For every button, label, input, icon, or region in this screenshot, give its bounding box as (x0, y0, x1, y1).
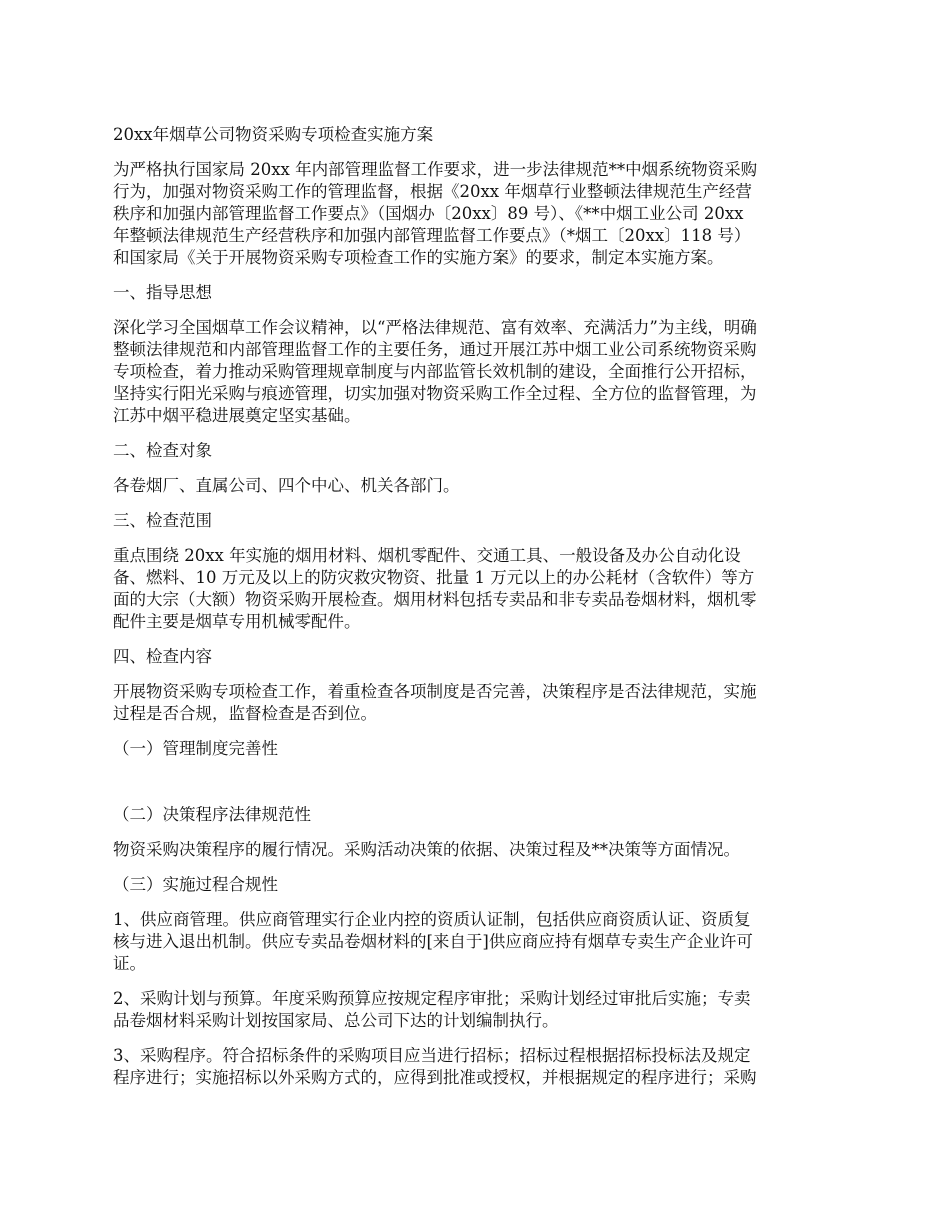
inspection-targets-paragraph (113, 475, 841, 497)
paragraph-line: 和国家局《关于开展物资采购专项检查工作的实施方案》的要求，制定本实施方案。 (113, 248, 724, 267)
paragraph-line: 3、采购程序。符合招标条件的采购项目应当进行招标；招标过程根据招标投标法及规定 (113, 1046, 751, 1065)
paragraph-line: 面的大宗（大额）物资采购开展检查。烟用材料包括专卖品和非专卖品卷烟材料，烟机零 (113, 590, 757, 609)
subsection-heading-decision-procedure: （二）决策程序法律规范性 (113, 805, 311, 824)
paragraph-line: 配件主要是烟草专用机械零配件。 (113, 612, 361, 631)
item-procurement-procedure (113, 1045, 841, 1089)
item-supplier-management (113, 909, 841, 975)
section-heading-guiding-ideology: 一、指导思想 (113, 283, 212, 302)
section-heading-inspection-targets: 二、检查对象 (113, 441, 212, 460)
paragraph-line: 物资采购决策程序的履行情况。采购活动决策的依据、决策过程及**决策等方面情况。 (113, 840, 740, 859)
paragraph-line: 1、供应商管理。供应商管理实行企业内控的资质认证制，包括供应商资质认证、资质复 (113, 910, 751, 929)
paragraph-line: 行为，加强对物资采购工作的管理监督，根据《20xx 年烟草行业整顿法律规范生产经营 (113, 182, 752, 201)
section-heading-inspection-scope: 三、检查范围 (113, 511, 212, 530)
decision-procedure-paragraph (113, 839, 841, 861)
paragraph-line: 程序进行；实施招标以外采购方式的，应得到批准或授权，并根据规定的程序进行；采购 (113, 1068, 757, 1087)
paragraph-line: 过程是否合规，监督检查是否到位。 (113, 704, 377, 723)
paragraph-line: 整顿法律规范和内部管理监督工作的主要任务，通过开展江苏中烟工业公司系统物资采购 (113, 340, 757, 359)
paragraph-line: 2、采购计划与预算。年度采购预算应按规定程序审批；采购计划经过审批后实施；专卖 (113, 989, 751, 1008)
document-title: 20xx年烟草公司物资采购专项检查实施方案 (113, 125, 434, 144)
paragraph-line: 秩序和加强内部管理监督工作要点》（国烟办〔20xx〕89 号）、《**中烟工业公司 20xx (113, 204, 744, 223)
inspection-scope-paragraph (113, 545, 841, 633)
item-procurement-plan-budget (113, 988, 841, 1032)
paragraph-line: 品卷烟材料采购计划按国家局、总公司下达的计划编制执行。 (113, 1011, 559, 1030)
paragraph-line: 证。 (113, 954, 146, 973)
paragraph-line: 年整顿法律规范生产经营秩序和加强内部管理监督工作要点》（*烟工〔20xx〕118 号） (113, 226, 751, 245)
guiding-ideology-paragraph (113, 317, 841, 427)
paragraph-line: 重点围绕 20xx 年实施的烟用材料、烟机零配件、交通工具、一般设备及办公自动化设 (113, 546, 741, 565)
blank-space (113, 760, 841, 804)
subsection-heading-management-system: （一）管理制度完善性 (113, 739, 278, 758)
paragraph-line: 备、燃料、10 万元及以上的防灾救灾物资、批量 1 万元以上的办公耗材（含软件）等方 (113, 568, 755, 587)
section-heading-inspection-content: 四、检查内容 (113, 647, 212, 666)
paragraph-line: 深化学习全国烟草工作会议精神，以“严格法律规范、富有效率、充满活力”为主线，明确 (113, 318, 757, 337)
intro-paragraph (113, 159, 841, 269)
paragraph-line: 开展物资采购专项检查工作，着重检查各项制度是否完善，决策程序是否法律规范，实施 (113, 682, 757, 701)
subsection-heading-implementation-compliance: （三）实施过程合规性 (113, 875, 278, 894)
paragraph-line: 核与进入退出机制。供应专卖品卷烟材料的[来自于]供应商应持有烟草专卖生产企业许可 (113, 932, 753, 951)
inspection-content-paragraph (113, 681, 841, 725)
paragraph-line: 为严格执行国家局 20xx 年内部管理监督工作要求，进一步法律规范**中烟系统物资采购 (113, 160, 758, 179)
paragraph-line: 专项检查，着力推动采购管理规章制度与内部监管长效机制的建设，全面推行公开招标， (113, 362, 757, 381)
paragraph-line: 江苏中烟平稳进展奠定坚实基础。 (113, 406, 361, 425)
document-page (113, 124, 841, 1102)
paragraph-line: 坚持实行阳光采购与痕迹管理，切实加强对物资采购工作全过程、全方位的监督管理，为 (113, 384, 757, 403)
paragraph-line: 各卷烟厂、直属公司、四个中心、机关各部门。 (113, 476, 460, 495)
